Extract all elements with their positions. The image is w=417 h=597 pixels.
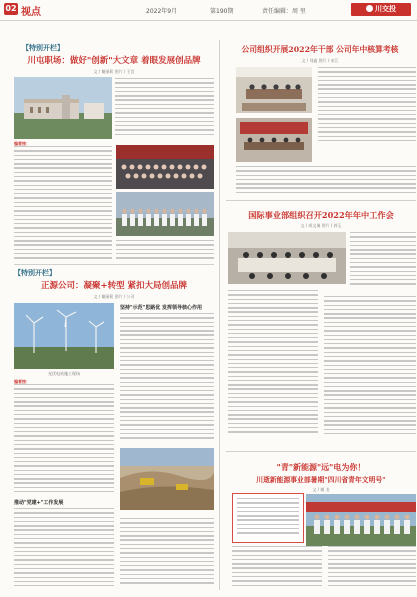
article5-headline-line1: "青"新能源"远"电为你！ <box>276 462 366 472</box>
article3-headline: 公司组织开展2022年干部 公司年中核算考核 <box>241 45 399 54</box>
article4-text-right-top <box>350 232 416 292</box>
article5-headline-line2: 川逝新能源事业部暑期"四川省青年文明号" <box>256 476 386 484</box>
logo-text: 川交投 <box>375 5 396 13</box>
article5-text-bottom <box>232 546 416 590</box>
article1-text-bottom-right <box>116 240 214 260</box>
article1-lead-label: 编者按： <box>14 141 30 146</box>
article1-photo <box>14 77 112 139</box>
issue-date: 2022年9月 <box>146 8 178 15</box>
article2-photo-turbines <box>14 303 114 369</box>
article2-photo-caption: 光伏电站施工现场 <box>48 371 80 376</box>
article4-text-left <box>228 290 318 442</box>
article4-photo-meeting <box>228 232 346 284</box>
section-divider-right <box>226 200 416 201</box>
article3-photo-meeting-1 <box>236 67 312 113</box>
article2-subhead2: 坚持"示范"思路优 发挥领导核心作用 <box>120 305 202 311</box>
article5-intro-box <box>232 493 304 543</box>
issue-number: 第190期 <box>210 8 234 15</box>
article5-byline: 文 / 谢 龙 <box>312 487 330 492</box>
section-title: 视点 <box>21 7 41 18</box>
editor-line: 责任编辑：周 里 <box>262 8 306 15</box>
article2-subhead1: 推动"党建+"工作发展 <box>14 500 64 506</box>
article2-lead-label: 编者按： <box>14 379 30 384</box>
article3-photo-meeting-2 <box>236 118 312 162</box>
article4-headline: 国际事业部组织召开2022年年中工作会 <box>248 210 394 220</box>
page-header <box>0 0 417 21</box>
article1-group-photo-2 <box>116 192 214 236</box>
article1-text-left <box>14 141 112 259</box>
section-divider-left <box>14 264 214 265</box>
article2-tag: 【特别开栏】 <box>14 269 56 277</box>
emblem-icon <box>351 3 411 16</box>
article2-text-left <box>14 379 114 495</box>
article1-group-photo-1 <box>116 145 214 189</box>
section-divider-right-2 <box>226 451 416 452</box>
article2-text-bottom <box>14 508 214 588</box>
page-number: 02 <box>5 4 17 13</box>
column-divider <box>219 40 220 590</box>
article2-text-right <box>120 313 214 445</box>
article2-photo-construction <box>120 448 214 510</box>
article5-photo-team <box>306 494 416 546</box>
article1-headline: 川屯职场：做好"创新"大文章 着眼发展创品牌 <box>27 56 201 66</box>
article4-byline: 文 / 胡文瑞 图片 / 郭玉 <box>300 223 342 228</box>
article3-byline: 文 / 刘鑫 图片 / 宋江 <box>301 58 339 63</box>
article1-tag: 【特别开栏】 <box>22 44 64 52</box>
article2-headline: 正源公司：凝聚+转型 紧扣大局创品牌 <box>40 281 188 291</box>
article2-byline: 文 / 谢丽莉 图片 / 公司 <box>93 294 135 299</box>
article1-text-top-right <box>115 78 214 138</box>
article3-text-right <box>318 67 416 147</box>
article3-text-bottom <box>236 166 416 198</box>
article5-intro-text <box>237 498 299 538</box>
article1-byline: 文 / 谢丽莉 图片 / 王宫 <box>93 69 135 74</box>
article4-text-right <box>324 296 416 442</box>
